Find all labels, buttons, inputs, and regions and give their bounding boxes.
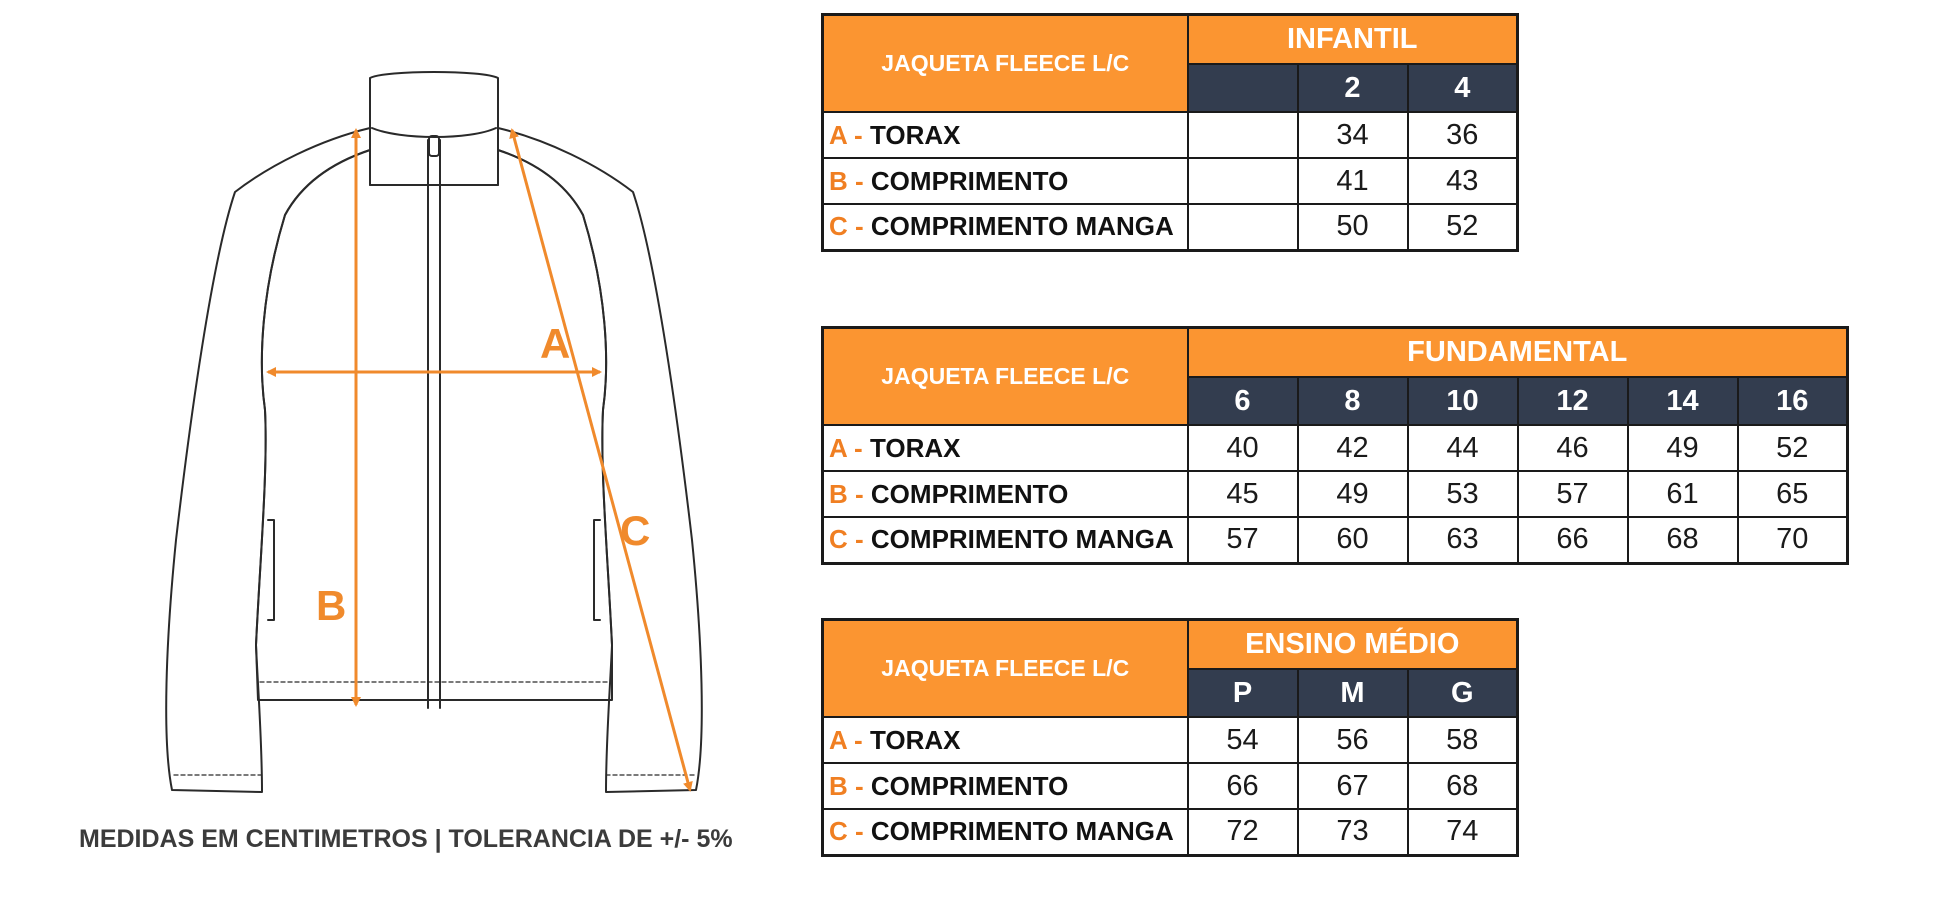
table-title: JAQUETA FLEECE L/C	[823, 620, 1188, 718]
size-header	[1188, 64, 1298, 112]
value-cell: 42	[1298, 425, 1408, 471]
size-group-header: ENSINO MÉDIO	[1188, 620, 1518, 670]
value-cell: 57	[1188, 517, 1298, 563]
size-header: 2	[1298, 64, 1408, 112]
row-label: B - COMPRIMENTO	[823, 471, 1188, 517]
value-cell	[1188, 158, 1298, 204]
jacket-body	[256, 150, 612, 700]
table-title: JAQUETA FLEECE L/C	[823, 15, 1188, 113]
value-cell	[1188, 112, 1298, 158]
value-cell: 49	[1628, 425, 1738, 471]
size-table-infantil	[821, 13, 1519, 252]
measure-label-a: A	[540, 320, 571, 367]
value-cell: 58	[1408, 717, 1518, 763]
size-table-ensino-medio	[821, 618, 1519, 857]
value-cell: 52	[1408, 204, 1518, 250]
row-label: A - TORAX	[823, 425, 1188, 471]
table-row	[823, 517, 1848, 563]
value-cell: 73	[1298, 809, 1408, 855]
collar	[370, 72, 498, 185]
value-cell: 44	[1408, 425, 1518, 471]
size-header: 8	[1298, 377, 1408, 425]
value-cell: 45	[1188, 471, 1298, 517]
size-header: 10	[1408, 377, 1518, 425]
size-header: 14	[1628, 377, 1738, 425]
value-cell: 49	[1298, 471, 1408, 517]
value-cell: 65	[1738, 471, 1848, 517]
size-header: M	[1298, 669, 1408, 717]
value-cell: 43	[1408, 158, 1518, 204]
value-cell: 74	[1408, 809, 1518, 855]
table-row	[823, 204, 1518, 250]
size-header: 6	[1188, 377, 1298, 425]
table-row	[823, 158, 1518, 204]
row-label: A - TORAX	[823, 717, 1188, 763]
value-cell: 57	[1518, 471, 1628, 517]
size-header: 16	[1738, 377, 1848, 425]
value-cell: 40	[1188, 425, 1298, 471]
value-cell: 70	[1738, 517, 1848, 563]
row-label: B - COMPRIMENTO	[823, 158, 1188, 204]
row-label: C - COMPRIMENTO MANGA	[823, 517, 1188, 563]
size-table-fundamental	[821, 326, 1849, 565]
value-cell: 41	[1298, 158, 1408, 204]
table-row	[823, 763, 1518, 809]
jacket-illustration	[0, 0, 800, 830]
value-cell: 52	[1738, 425, 1848, 471]
table-row	[823, 717, 1518, 763]
value-cell: 36	[1408, 112, 1518, 158]
row-label: C - COMPRIMENTO MANGA	[823, 809, 1188, 855]
size-header: P	[1188, 669, 1298, 717]
table-row	[823, 809, 1518, 855]
value-cell: 66	[1518, 517, 1628, 563]
value-cell: 63	[1408, 517, 1518, 563]
table-row	[823, 471, 1848, 517]
measure-label-c: C	[620, 507, 651, 554]
value-cell: 68	[1408, 763, 1518, 809]
value-cell: 61	[1628, 471, 1738, 517]
table-row	[823, 112, 1518, 158]
size-header: 4	[1408, 64, 1518, 112]
value-cell: 46	[1518, 425, 1628, 471]
left-sleeve	[166, 128, 370, 792]
size-header: 12	[1518, 377, 1628, 425]
value-cell: 72	[1188, 809, 1298, 855]
value-cell: 53	[1408, 471, 1518, 517]
size-header: G	[1408, 669, 1518, 717]
value-cell: 66	[1188, 763, 1298, 809]
measure-line-c	[512, 130, 690, 790]
size-group-header: INFANTIL	[1188, 15, 1518, 65]
row-label: C - COMPRIMENTO MANGA	[823, 204, 1188, 250]
value-cell: 54	[1188, 717, 1298, 763]
value-cell: 34	[1298, 112, 1408, 158]
size-group-header: FUNDAMENTAL	[1188, 328, 1848, 378]
measurement-note: MEDIDAS EM CENTIMETROS | TOLERANCIA DE +/- 5%	[79, 825, 733, 853]
value-cell: 68	[1628, 517, 1738, 563]
value-cell: 50	[1298, 204, 1408, 250]
row-label: B - COMPRIMENTO	[823, 763, 1188, 809]
value-cell: 56	[1298, 717, 1408, 763]
table-row	[823, 425, 1848, 471]
measure-label-b: B	[316, 582, 347, 629]
table-title: JAQUETA FLEECE L/C	[823, 328, 1188, 426]
value-cell: 67	[1298, 763, 1408, 809]
value-cell: 60	[1298, 517, 1408, 563]
value-cell	[1188, 204, 1298, 250]
row-label: A - TORAX	[823, 112, 1188, 158]
